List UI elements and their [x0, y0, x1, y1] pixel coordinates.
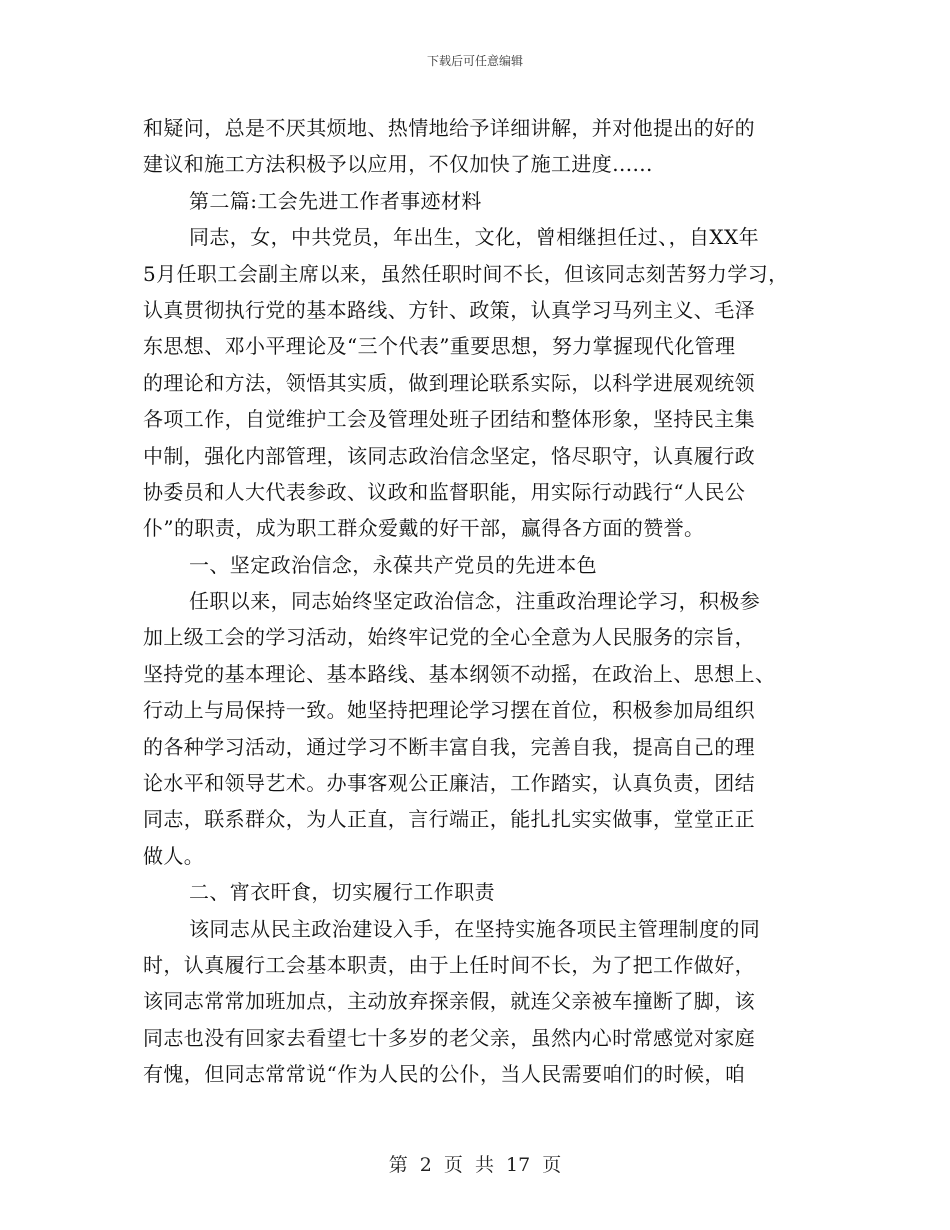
text-line: 同志，女，中共党员，年出生，文化，曾相继担任过、，自XX年	[189, 225, 760, 250]
text-line: 仆”的职责，成为职工群众爱戴的好干部，赢得各方面的赞誉。	[143, 516, 705, 541]
text-line: 论水平和领导艺术。办事客观公正廉洁，工作踏实，认真负责，团结	[143, 771, 755, 796]
page-header-note: 下载后可任意编辑	[426, 54, 523, 68]
text-line: 第二篇:工会先进工作者事迹材料	[189, 188, 482, 213]
text-line: 和疑问，总是不厌其烦地、热情地给予详细讲解，并对他提出的好的	[143, 116, 755, 140]
text-line: 有愧，但同志常常说“作为人民的公仆，当人民需要咱们的时候，咱	[143, 1062, 746, 1087]
text-line: 做人。	[143, 843, 205, 868]
text-line: 的理论和方法，领悟其实质，做到理论联系实际，以科学进展观统领	[143, 370, 755, 395]
text-line: 建议和施工方法积极予以应用，不仅加快了施工进度......	[143, 152, 653, 177]
text-line: 一、坚定政治信念，永葆共产党员的先进本色	[189, 552, 597, 577]
text-line: 加上级工会的学习活动，始终牢记党的全心全意为人民服务的宗旨，	[143, 625, 755, 650]
page-number: 第 2 页 共 17 页	[388, 1154, 562, 1176]
text-line: 二、宵衣旰食，切实履行工作职责	[189, 880, 495, 905]
text-line: 同志也没有回家去看望七十多岁的老父亲，虽然内心时常感觉对家庭	[143, 1025, 755, 1050]
text-line: 坚持党的基本理论、基本路线、基本纲领不动摇，在政治上、思想上、	[143, 661, 776, 686]
text-line: 该同志常常加班加点，主动放弃探亲假，就连父亲被车撞断了脚，该	[143, 989, 755, 1014]
text-line: 的各种学习活动，通过学习不断丰富自我，完善自我，提高自己的理	[143, 734, 755, 759]
document-body	[143, 110, 823, 1093]
text-line: 东思想、邓小平理论及“三个代表”重要思想，努力掌握现代化管理	[143, 334, 736, 359]
text-line: 行动上与局保持一致。她坚持把理论学习摆在首位，积极参加局组织	[143, 698, 755, 723]
text-line: 中制，强化内部管理，该同志政治信念坚定，恪尽职守，认真履行政	[143, 443, 755, 468]
text-line: 各项工作，自觉维护工会及管理处班子团结和整体形象，坚持民主集	[143, 407, 755, 432]
text-line: 同志，联系群众，为人正直，言行端正，能扎扎实实做事，堂堂正正	[143, 807, 755, 832]
text-line: 协委员和人大代表参政、议政和监督职能，用实际行动践行“人民公	[143, 479, 746, 504]
text-line: 该同志从民主政治建设入手，在坚持实施各项民主管理制度的同	[189, 916, 761, 941]
text-line: 认真贯彻执行党的基本路线、方针、政策，认真学习马列主义、毛泽	[143, 297, 755, 322]
text-line: 时，认真履行工会基本职责，由于上任时间不长，为了把工作做好，	[143, 952, 755, 977]
text-line: 5月任职工会副主席以来，虽然任职时间不长，但该同志刻苦努力学习，	[143, 261, 789, 286]
text-line: 任职以来，同志始终坚定政治信念，注重政治理论学习，积极参	[189, 589, 761, 614]
